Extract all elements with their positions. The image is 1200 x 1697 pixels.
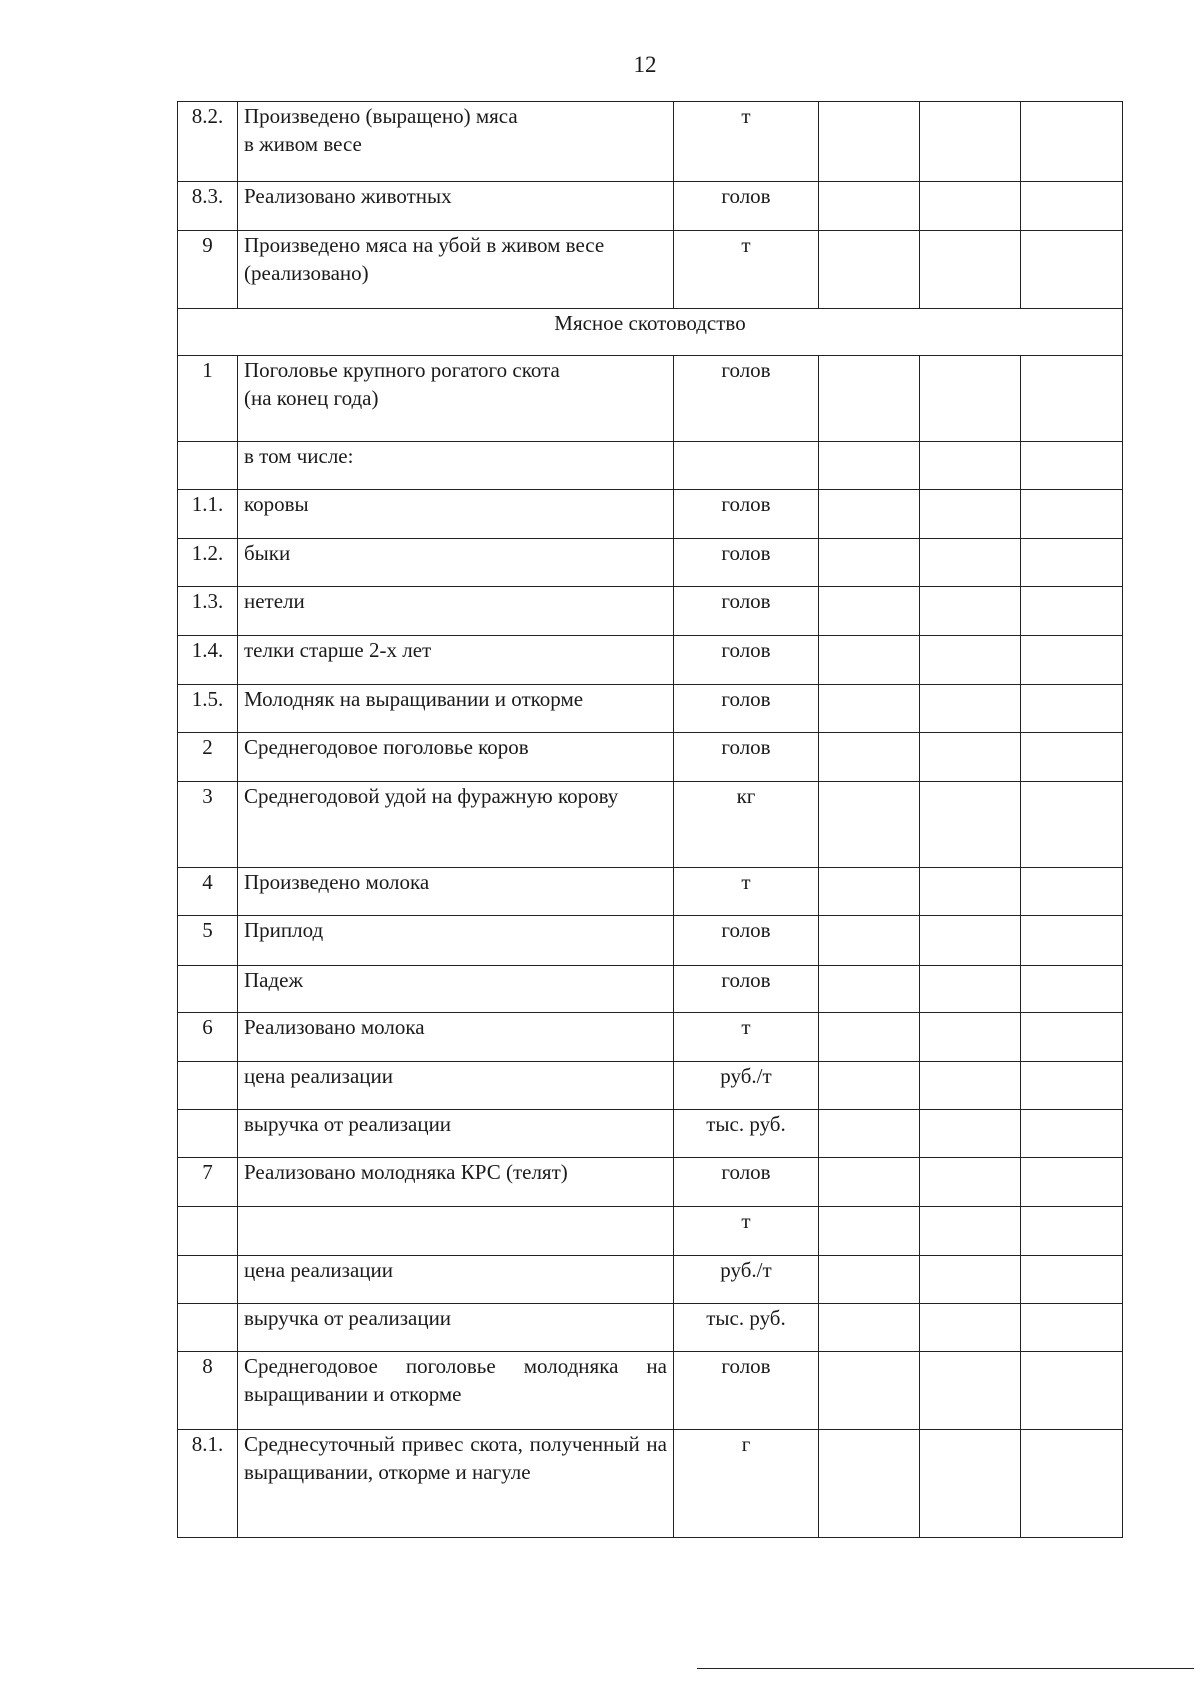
value-cell xyxy=(920,442,1021,490)
value-cell xyxy=(819,102,920,182)
row-description xyxy=(238,490,674,539)
row-unit: голов xyxy=(674,636,819,685)
value-cell xyxy=(1021,1158,1123,1207)
description-line: выручка от реализации xyxy=(244,1306,452,1330)
value-cell xyxy=(1021,231,1123,309)
value-cell xyxy=(1021,916,1123,966)
value-cell xyxy=(1021,490,1123,539)
row-unit: голов xyxy=(674,916,819,966)
description-line: Приплод xyxy=(244,918,324,942)
value-cell xyxy=(1021,539,1123,587)
description-line: цена реализации xyxy=(244,1064,393,1088)
row-unit: голов xyxy=(674,490,819,539)
row-description xyxy=(238,685,674,733)
row-unit: кг xyxy=(674,782,819,868)
value-cell xyxy=(920,636,1021,685)
value-cell xyxy=(1021,868,1123,916)
row-number: 9 xyxy=(178,231,238,309)
value-cell xyxy=(920,1062,1021,1110)
value-cell xyxy=(819,1062,920,1110)
description-line: в живом весе xyxy=(244,132,362,156)
value-cell xyxy=(1021,636,1123,685)
row-description xyxy=(238,1256,674,1304)
row-unit: голов xyxy=(674,1352,819,1430)
row-description xyxy=(238,782,674,868)
row-unit: т xyxy=(674,868,819,916)
value-cell xyxy=(920,587,1021,636)
table-row xyxy=(178,916,1123,966)
table-row xyxy=(178,182,1123,231)
value-cell xyxy=(920,539,1021,587)
row-number xyxy=(178,1256,238,1304)
value-cell xyxy=(819,868,920,916)
value-cell xyxy=(920,1430,1021,1538)
table-row xyxy=(178,1352,1123,1430)
row-description xyxy=(238,1062,674,1110)
row-description xyxy=(238,539,674,587)
footer-rule xyxy=(697,1668,1194,1669)
indicators-table xyxy=(177,101,1123,1538)
row-number: 1.1. xyxy=(178,490,238,539)
description-line: Среднегодовой удой на фуражную корову xyxy=(244,784,619,808)
value-cell xyxy=(819,685,920,733)
table-row xyxy=(178,1062,1123,1110)
row-unit: руб./т xyxy=(674,1256,819,1304)
description-line: (реализовано) xyxy=(244,261,369,285)
description-line: быки xyxy=(244,541,291,565)
row-unit: голов xyxy=(674,966,819,1013)
description-line: Среднегодовое поголовье коров xyxy=(244,735,529,759)
value-cell xyxy=(819,356,920,442)
value-cell xyxy=(819,1158,920,1207)
description-line: (на конец года) xyxy=(244,386,379,410)
row-number xyxy=(178,442,238,490)
value-cell xyxy=(1021,733,1123,782)
description-line: Реализовано молока xyxy=(244,1015,425,1039)
row-unit: т xyxy=(674,231,819,309)
value-cell xyxy=(819,782,920,868)
row-number: 1 xyxy=(178,356,238,442)
value-cell xyxy=(819,1430,920,1538)
description-line: Произведено мяса на убой в живом весе xyxy=(244,233,605,257)
table-row xyxy=(178,356,1123,442)
value-cell xyxy=(819,442,920,490)
row-unit: руб./т xyxy=(674,1062,819,1110)
description-line: Поголовье крупного рогатого скота xyxy=(244,358,560,382)
row-number xyxy=(178,966,238,1013)
value-cell xyxy=(1021,1304,1123,1352)
row-number: 1.4. xyxy=(178,636,238,685)
value-cell xyxy=(1021,1062,1123,1110)
value-cell xyxy=(819,1256,920,1304)
row-description xyxy=(238,1430,674,1538)
row-number: 1.2. xyxy=(178,539,238,587)
row-unit: тыс. руб. xyxy=(674,1304,819,1352)
row-unit: т xyxy=(674,1013,819,1062)
description-line: коровы xyxy=(244,492,309,516)
table-row xyxy=(178,685,1123,733)
row-description xyxy=(238,356,674,442)
value-cell xyxy=(920,1256,1021,1304)
row-number: 6 xyxy=(178,1013,238,1062)
table-row xyxy=(178,868,1123,916)
value-cell xyxy=(920,1352,1021,1430)
table-row xyxy=(178,1256,1123,1304)
table-row xyxy=(178,442,1123,490)
description-line: Произведено (выращено) мяса xyxy=(244,104,518,128)
description-line: выручка от реализации xyxy=(244,1112,452,1136)
table-row xyxy=(178,102,1123,182)
row-unit: голов xyxy=(674,685,819,733)
description-line: Падеж xyxy=(244,968,304,992)
row-description xyxy=(238,587,674,636)
value-cell xyxy=(920,1304,1021,1352)
description-line: цена реализации xyxy=(244,1258,393,1282)
description-line: Произведено молока xyxy=(244,870,430,894)
row-description xyxy=(238,1158,674,1207)
row-description xyxy=(238,733,674,782)
value-cell xyxy=(920,966,1021,1013)
row-number: 1.5. xyxy=(178,685,238,733)
row-description xyxy=(238,868,674,916)
value-cell xyxy=(819,539,920,587)
value-cell xyxy=(1021,1352,1123,1430)
table-row xyxy=(178,1430,1123,1538)
section-row xyxy=(178,309,1123,356)
value-cell xyxy=(1021,1430,1123,1538)
value-cell xyxy=(920,356,1021,442)
row-description xyxy=(238,182,674,231)
table-row xyxy=(178,490,1123,539)
value-cell xyxy=(1021,182,1123,231)
table-row xyxy=(178,966,1123,1013)
description-line: в том числе: xyxy=(244,444,354,468)
table-row xyxy=(178,733,1123,782)
value-cell xyxy=(920,733,1021,782)
value-cell xyxy=(819,966,920,1013)
section-title: Мясное скотоводство xyxy=(178,309,1123,356)
value-cell xyxy=(819,1013,920,1062)
value-cell xyxy=(920,490,1021,539)
row-number: 8.2. xyxy=(178,102,238,182)
row-description xyxy=(238,1110,674,1158)
value-cell xyxy=(1021,782,1123,868)
row-number: 3 xyxy=(178,782,238,868)
row-unit: тыс. руб. xyxy=(674,1110,819,1158)
description-line: Реализовано животных xyxy=(244,184,452,208)
row-number: 8.1. xyxy=(178,1430,238,1538)
value-cell xyxy=(920,1013,1021,1062)
value-cell xyxy=(819,916,920,966)
row-unit: т xyxy=(674,1207,819,1256)
row-description xyxy=(238,966,674,1013)
value-cell xyxy=(1021,356,1123,442)
value-cell xyxy=(920,231,1021,309)
table-row xyxy=(178,539,1123,587)
row-number: 8.3. xyxy=(178,182,238,231)
row-unit: голов xyxy=(674,356,819,442)
value-cell xyxy=(1021,685,1123,733)
value-cell xyxy=(819,733,920,782)
row-unit: голов xyxy=(674,182,819,231)
value-cell xyxy=(1021,1207,1123,1256)
value-cell xyxy=(1021,966,1123,1013)
value-cell xyxy=(920,782,1021,868)
value-cell xyxy=(1021,1110,1123,1158)
row-number: 8 xyxy=(178,1352,238,1430)
row-description xyxy=(238,1207,674,1256)
value-cell xyxy=(819,490,920,539)
description-line: телки старше 2-х лет xyxy=(244,638,432,662)
row-unit: т xyxy=(674,102,819,182)
description-line: Молодняк на выращивании и откорме xyxy=(244,687,584,711)
value-cell xyxy=(819,1304,920,1352)
value-cell xyxy=(920,685,1021,733)
row-number: 5 xyxy=(178,916,238,966)
row-description xyxy=(238,1013,674,1062)
value-cell xyxy=(1021,587,1123,636)
value-cell xyxy=(819,1207,920,1256)
row-unit: голов xyxy=(674,539,819,587)
table-row xyxy=(178,1304,1123,1352)
row-number: 7 xyxy=(178,1158,238,1207)
table-row xyxy=(178,587,1123,636)
row-number xyxy=(178,1304,238,1352)
value-cell xyxy=(819,636,920,685)
value-cell xyxy=(819,587,920,636)
description-line: Реализовано молодняка КРС (телят) xyxy=(244,1160,568,1184)
row-number xyxy=(178,1062,238,1110)
value-cell xyxy=(819,182,920,231)
table-row xyxy=(178,1013,1123,1062)
row-description xyxy=(238,442,674,490)
table-row xyxy=(178,636,1123,685)
row-description xyxy=(238,1352,674,1430)
description-line: Среднесуточный привес скота, полученный на выращивании, откорме и нагуле xyxy=(244,1432,667,1484)
value-cell xyxy=(920,1110,1021,1158)
description-line: нетели xyxy=(244,589,305,613)
row-number: 1.3. xyxy=(178,587,238,636)
description-line: Среднегодовое поголовье молодняка на выращивании и откорме xyxy=(244,1354,667,1406)
table-row xyxy=(178,1110,1123,1158)
row-description xyxy=(238,636,674,685)
row-unit: голов xyxy=(674,587,819,636)
value-cell xyxy=(920,1158,1021,1207)
value-cell xyxy=(1021,442,1123,490)
value-cell xyxy=(819,1352,920,1430)
value-cell xyxy=(920,868,1021,916)
row-number xyxy=(178,1110,238,1158)
row-unit: голов xyxy=(674,733,819,782)
row-unit: голов xyxy=(674,1158,819,1207)
value-cell xyxy=(819,1110,920,1158)
row-description xyxy=(238,1304,674,1352)
value-cell xyxy=(819,231,920,309)
value-cell xyxy=(920,1207,1021,1256)
value-cell xyxy=(1021,1013,1123,1062)
value-cell xyxy=(920,182,1021,231)
row-number: 2 xyxy=(178,733,238,782)
table-row xyxy=(178,1207,1123,1256)
row-number xyxy=(178,1207,238,1256)
table-row xyxy=(178,782,1123,868)
row-unit: г xyxy=(674,1430,819,1538)
table-row xyxy=(178,231,1123,309)
row-description xyxy=(238,102,674,182)
row-unit xyxy=(674,442,819,490)
row-description xyxy=(238,916,674,966)
row-description xyxy=(238,231,674,309)
value-cell xyxy=(1021,1256,1123,1304)
value-cell xyxy=(920,916,1021,966)
table-row xyxy=(178,1158,1123,1207)
page-number: 12 xyxy=(633,52,657,77)
value-cell xyxy=(1021,102,1123,182)
row-number: 4 xyxy=(178,868,238,916)
value-cell xyxy=(920,102,1021,182)
